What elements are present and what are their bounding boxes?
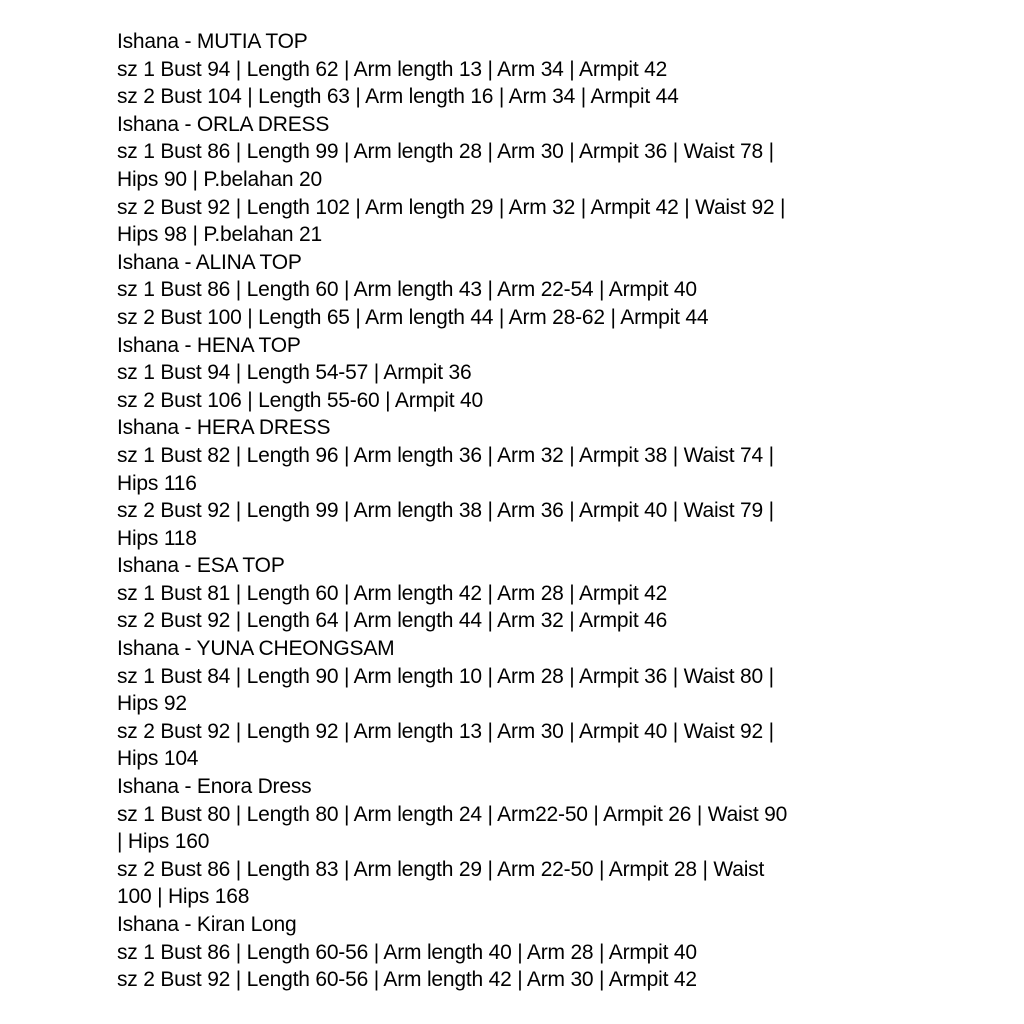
size-line: sz 2 Bust 104 | Length 63 | Arm length 16 | Arm 34 | Armpit 44 xyxy=(117,85,679,109)
product-title: Ishana - HERA DRESS xyxy=(117,416,331,440)
size-line: sz 1 Bust 82 | Length 96 | Arm length 36 | Arm 32 | Armpit 38 | Waist 74 | xyxy=(117,443,774,467)
size-line: sz 2 Bust 92 | Length 64 | Arm length 44 | Arm 32 | Armpit 46 xyxy=(117,609,668,633)
product-title: Ishana - ESA TOP xyxy=(117,554,285,578)
size-line: Hips 118 xyxy=(117,526,197,550)
size-line: sz 1 Bust 81 | Length 60 | Arm length 42 | Arm 28 | Armpit 42 xyxy=(117,581,668,605)
product-title: Ishana - MUTIA TOP xyxy=(117,30,308,53)
size-line: Hips 92 xyxy=(117,692,187,716)
size-line: sz 1 Bust 84 | Length 90 | Arm length 10 | Arm 28 | Armpit 36 | Waist 80 | xyxy=(117,664,774,688)
product-title: Ishana - HENA TOP xyxy=(117,333,301,357)
size-line: sz 2 Bust 92 | Length 60-56 | Arm length 42 | Arm 30 | Armpit 42 xyxy=(117,968,697,992)
size-line: sz 2 Bust 92 | Length 99 | Arm length 38 | Arm 36 | Armpit 40 | Waist 79 | xyxy=(117,499,774,523)
size-line: sz 1 Bust 94 | Length 62 | Arm length 13 | Arm 34 | Armpit 42 xyxy=(117,57,668,81)
size-line: sz 1 Bust 80 | Length 80 | Arm length 24 | Arm22-50 | Armpit 26 | Waist 90 xyxy=(117,802,788,826)
size-line: sz 1 Bust 86 | Length 60 | Arm length 43 | Arm 22-54 | Armpit 40 xyxy=(117,278,697,302)
size-chart-text xyxy=(117,28,787,994)
product-title: Ishana - Kiran Long xyxy=(117,913,297,936)
size-line: sz 2 Bust 86 | Length 83 | Arm length 29 | Arm 22-50 | Armpit 28 | Waist xyxy=(117,857,765,881)
size-line: | Hips 160 xyxy=(117,830,210,854)
size-line: 100 | Hips 168 xyxy=(117,885,250,909)
product-title: Ishana - ORLA DRESS xyxy=(117,112,330,136)
product-title: Ishana - ALINA TOP xyxy=(117,250,302,274)
size-line: sz 2 Bust 92 | Length 92 | Arm length 13 | Arm 30 | Armpit 40 | Waist 92 | xyxy=(117,719,774,743)
size-line: sz 2 Bust 92 | Length 102 | Arm length 29 | Arm 32 | Armpit 42 | Waist 92 | xyxy=(117,195,786,219)
size-line: Hips 116 xyxy=(117,471,197,495)
size-line: sz 1 Bust 86 | Length 60-56 | Arm length 40 | Arm 28 | Armpit 40 xyxy=(117,940,697,964)
size-line: sz 2 Bust 106 | Length 55-60 | Armpit 40 xyxy=(117,388,483,412)
size-line: sz 1 Bust 86 | Length 99 | Arm length 28 | Arm 30 | Armpit 36 | Waist 78 | xyxy=(117,140,774,164)
size-line: sz 1 Bust 94 | Length 54-57 | Armpit 36 xyxy=(117,361,472,385)
product-title: Ishana - Enora Dress xyxy=(117,775,312,799)
size-line: sz 2 Bust 100 | Length 65 | Arm length 44 | Arm 28-62 | Armpit 44 xyxy=(117,305,709,329)
size-line: Hips 104 xyxy=(117,747,199,771)
size-line: Hips 90 | P.belahan 20 xyxy=(117,167,322,191)
size-line: Hips 98 | P.belahan 21 xyxy=(117,223,322,247)
product-title: Ishana - YUNA CHEONGSAM xyxy=(117,637,395,661)
